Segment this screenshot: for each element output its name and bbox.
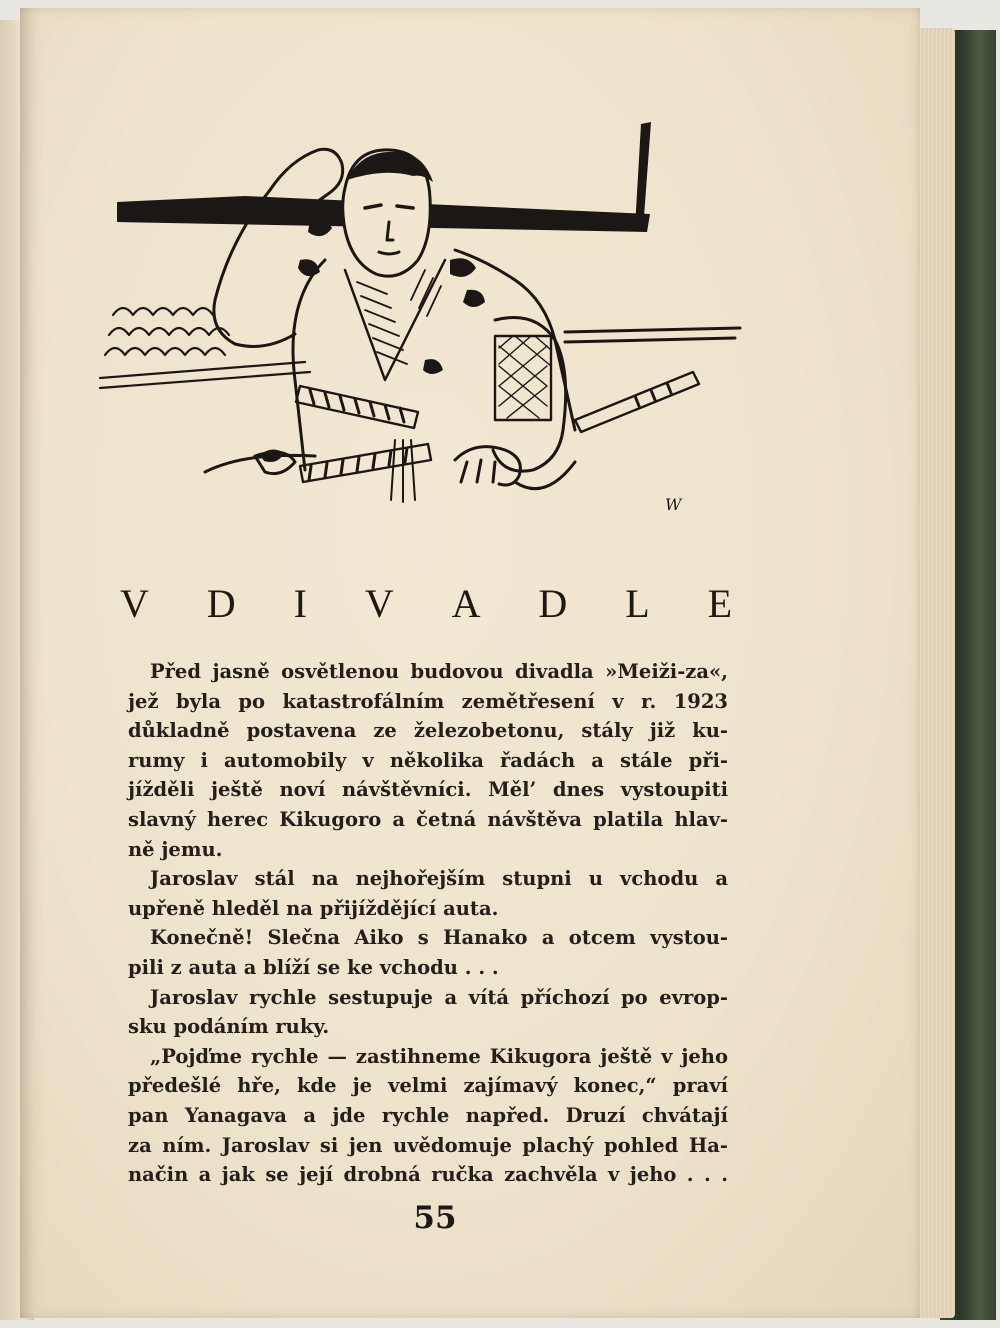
text-line: sku podáním ruky. (128, 1015, 330, 1039)
illustration-signature: W (665, 495, 682, 514)
paragraph (128, 657, 728, 864)
text-line: Jaroslav rychle sestupuje a vítá příchozí po evrop- (150, 985, 728, 1009)
kabuki-actor-illustration (95, 110, 745, 540)
body-text (128, 657, 728, 1190)
text-line: Konečně! Slečna Aiko s Hanako a otcem vystou- (150, 926, 728, 950)
chapter-title-letter: E (707, 580, 732, 626)
chapter-title-letter: D (538, 580, 568, 626)
chapter-title-letter: I (293, 580, 307, 626)
paragraph (128, 1042, 728, 1190)
text-line: način a jak se její drobná ručka zachvěla v jeho . . . (128, 1163, 728, 1187)
text-line: slavný herec Kikugoro a četná návštěva platila hlav- (128, 807, 728, 831)
paragraph (128, 983, 728, 1042)
chapter-title-letter: V (120, 580, 149, 626)
chapter-title (120, 578, 732, 628)
text-line: za ním. Jaroslav si jen uvědomuje plachý pohled Ha- (128, 1133, 728, 1157)
text-line: upřeně hleděl na přijíždějící auta. (128, 896, 499, 920)
text-line: důkladně postavena ze železobetonu, stály již ku- (128, 719, 728, 743)
text-line: rumy i automobily v několika řadách a stále při- (128, 748, 728, 772)
paragraph (128, 923, 728, 982)
page-number: 55 (413, 1200, 457, 1236)
chapter-title-letter: L (625, 580, 650, 626)
text-line: „Pojďme rychle — zastihneme Kikugora ještě v jeho (150, 1044, 728, 1068)
text-line: pili z auta a blíží se ke vchodu . . . (128, 955, 499, 979)
paragraph (128, 864, 728, 923)
text-line: Před jasně osvětlenou budovou divadla »Meiži-za«, (150, 660, 728, 683)
text-line: pan Yanagava a jde rychle napřed. Druzí chvátají (128, 1103, 728, 1127)
text-line: Jaroslav stál na nejhořejším stupni u vchodu a (150, 867, 728, 891)
text-line: ně jemu. (128, 837, 223, 861)
text-line: předešlé hře, kde je velmi zajímavý konec,“ praví (128, 1074, 728, 1098)
chapter-title-letter: D (206, 580, 236, 626)
chapter-title-letter: A (451, 580, 481, 626)
text-line: jížděli ještě noví návštěvníci. Měl’ dnes vystoupiti (128, 778, 728, 802)
chapter-title-letter: V (364, 580, 394, 626)
text-line: jež byla po katastrofálním zemětřesení v r. 1923 (128, 689, 728, 713)
